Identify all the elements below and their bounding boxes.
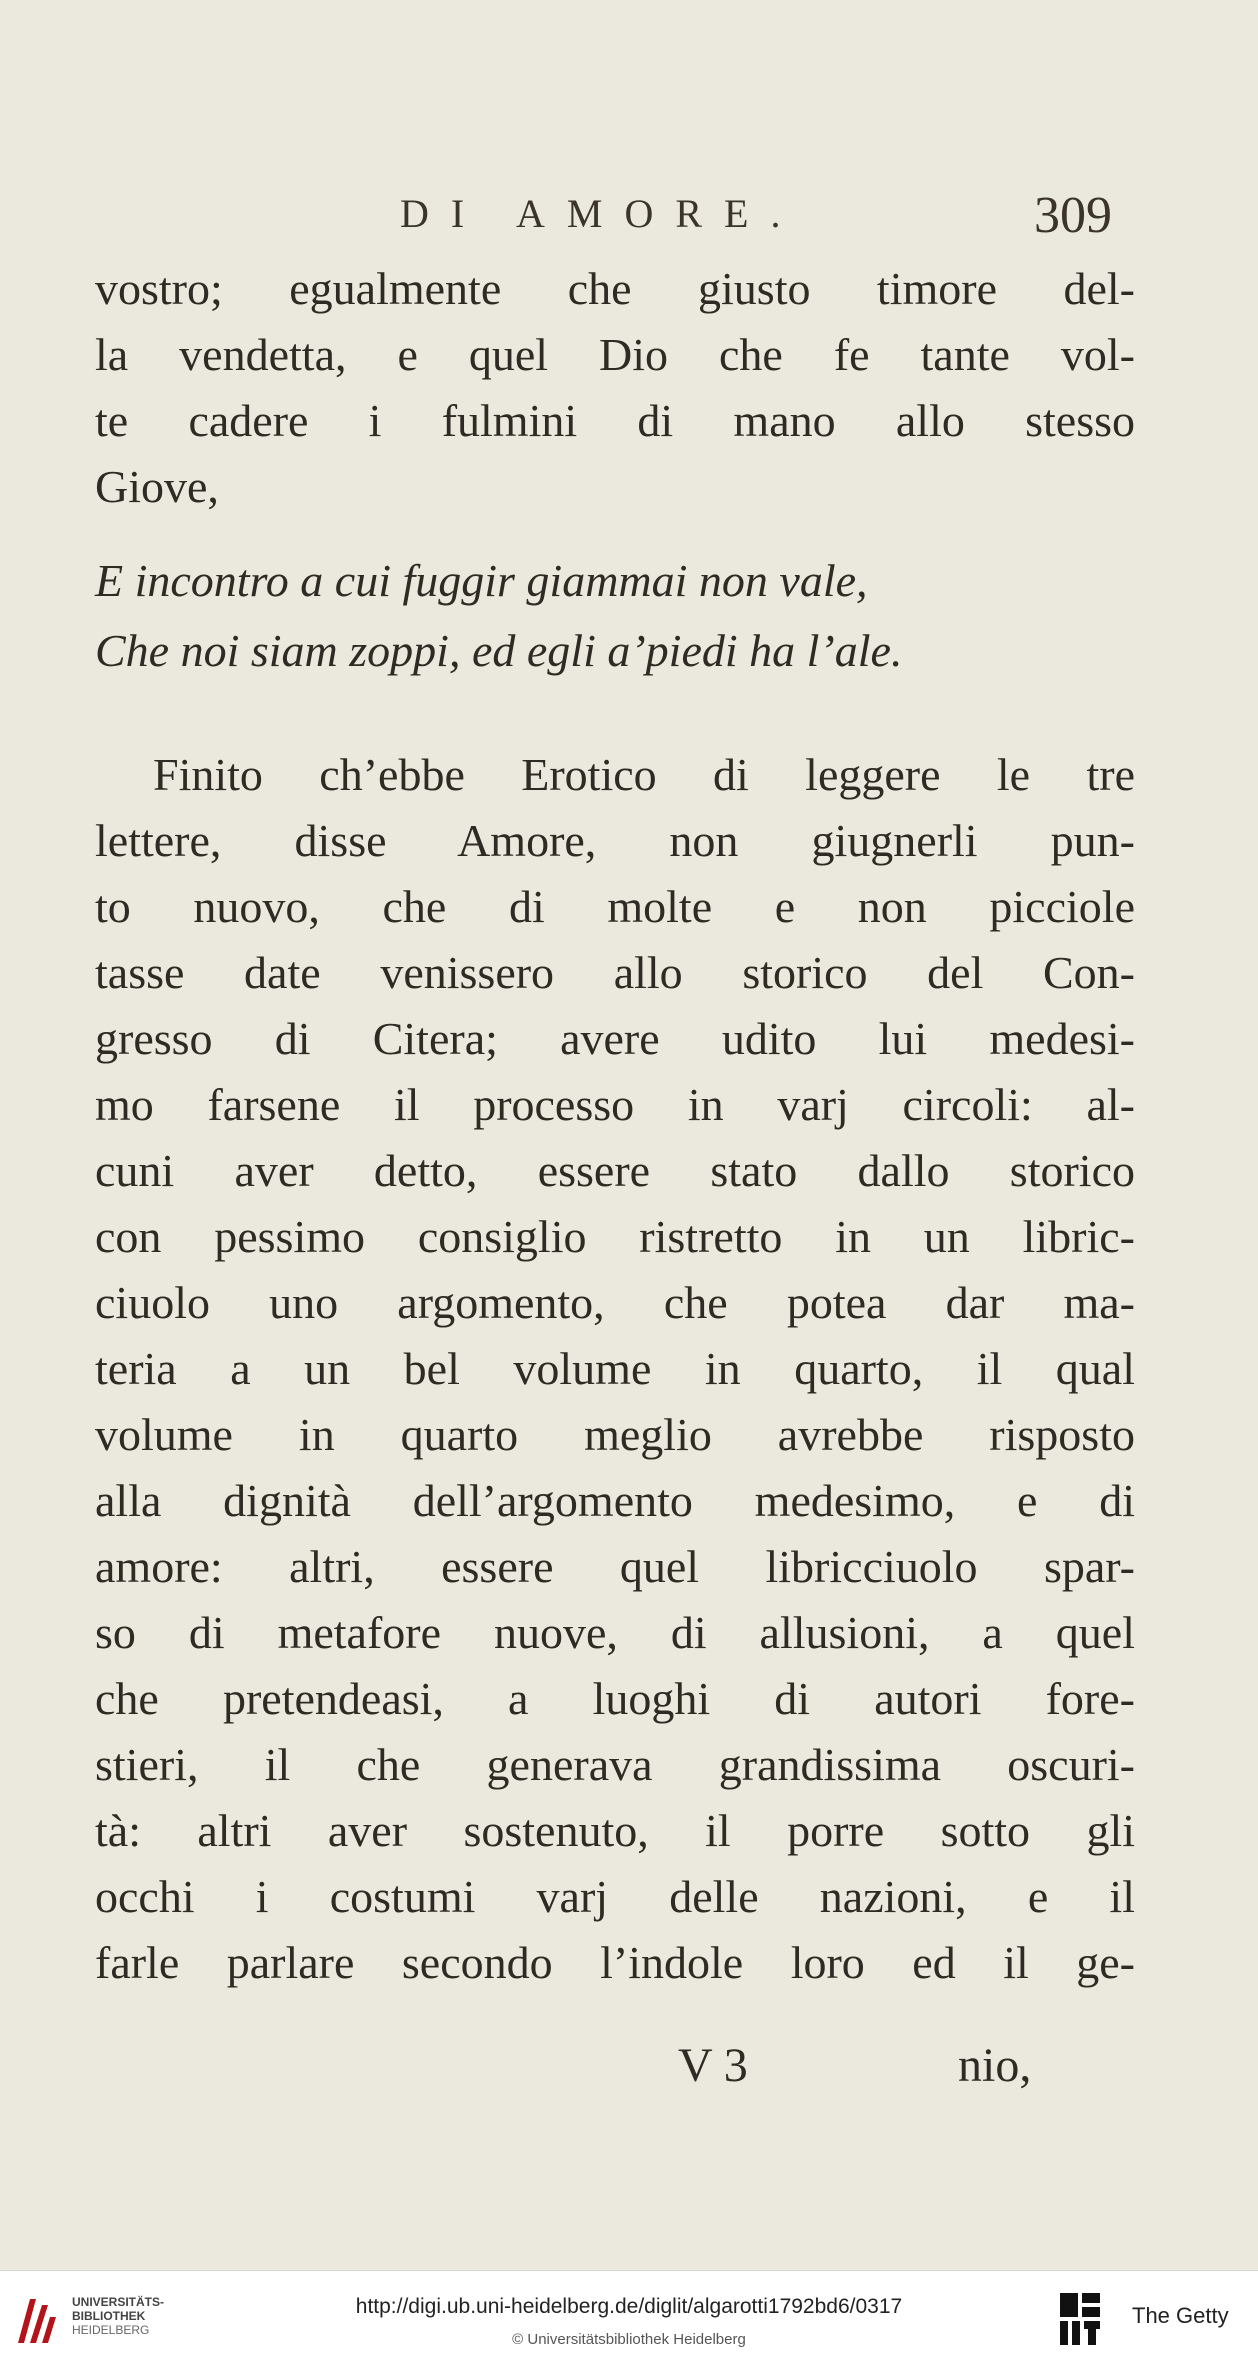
text-line: occhi i costumi varj delle nazioni, e il bbox=[95, 1871, 1135, 1922]
text-line: Finito ch’ebbe Erotico di leggere le tre bbox=[153, 749, 1135, 800]
copyright-notice: © Universitätsbibliothek Heidelberg bbox=[512, 2331, 746, 2348]
verse-quotation bbox=[95, 546, 1135, 686]
text-line: mo farsene il processo in varj circoli: al- bbox=[95, 1079, 1135, 1130]
catchword: nio, bbox=[958, 2039, 1032, 2092]
getty-logo-icon bbox=[1058, 2289, 1102, 2349]
viewer-footer bbox=[0, 2270, 1258, 2365]
text-line: amore: altri, essere quel libricciuolo spar- bbox=[95, 1541, 1135, 1592]
library-line: BIBLIOTHEK bbox=[72, 2309, 146, 2323]
text-line: ciuolo uno argomento, che potea dar ma- bbox=[95, 1277, 1135, 1328]
text-line: cuni aver detto, essere stato dallo storico bbox=[95, 1145, 1135, 1196]
signature-mark: V 3 bbox=[678, 2039, 748, 2092]
page-foot bbox=[0, 2038, 1258, 2108]
permalink-url[interactable]: http://digi.ub.uni-heidelberg.de/diglit/algarotti1792bd6/0317 bbox=[355, 2295, 903, 2318]
paragraph-continued bbox=[95, 256, 1135, 520]
page-number: 309 bbox=[1034, 187, 1112, 244]
text-line: alla dignità dell’argomento medesimo, e di bbox=[95, 1475, 1135, 1526]
text-line: farle parlare secondo l’indole loro ed il ge- bbox=[95, 1937, 1135, 1988]
text-line: volume in quarto meglio avrebbe risposto bbox=[95, 1409, 1135, 1460]
text-line: Giove, bbox=[95, 461, 219, 512]
text-line: te cadere i fulmini di mano allo stesso bbox=[95, 395, 1135, 446]
paragraph-main bbox=[95, 742, 1135, 1996]
running-head: DI AMORE. bbox=[400, 191, 803, 236]
text-line: tà: altri aver sostenuto, il porre sotto gli bbox=[95, 1805, 1135, 1856]
text-line: vostro; egualmente che giusto timore del- bbox=[95, 263, 1135, 314]
text-line: to nuovo, che di molte e non picciole bbox=[95, 881, 1135, 932]
library-line: HEIDELBERG bbox=[72, 2323, 150, 2337]
text-line: gresso di Citera; avere udito lui medesi- bbox=[95, 1013, 1135, 1064]
verse-line: Che noi siam zoppi, ed egli a’piedi ha l’ale. bbox=[95, 625, 903, 676]
text-line: so di metafore nuove, di allusioni, a quel bbox=[95, 1607, 1135, 1658]
text-line: che pretendeasi, a luoghi di autori fore- bbox=[95, 1673, 1135, 1724]
verse-line: E incontro a cui fuggir giammai non vale, bbox=[95, 555, 868, 606]
page-header bbox=[0, 186, 1258, 250]
text-line: tasse date venissero allo storico del Con- bbox=[95, 947, 1135, 998]
text-line: lettere, disse Amore, non giugnerli pun- bbox=[95, 815, 1135, 866]
partner-name: The Getty bbox=[1132, 2303, 1229, 2328]
library-line: UNIVERSITÄTS- bbox=[72, 2295, 165, 2309]
text-line: teria a un bel volume in quarto, il qual bbox=[95, 1343, 1135, 1394]
text-line: con pessimo consiglio ristretto in un libric- bbox=[95, 1211, 1135, 1262]
text-line: la vendetta, e quel Dio che fe tante vol- bbox=[95, 329, 1135, 380]
text-line: stieri, il che generava grandissima oscuri- bbox=[95, 1739, 1135, 1790]
